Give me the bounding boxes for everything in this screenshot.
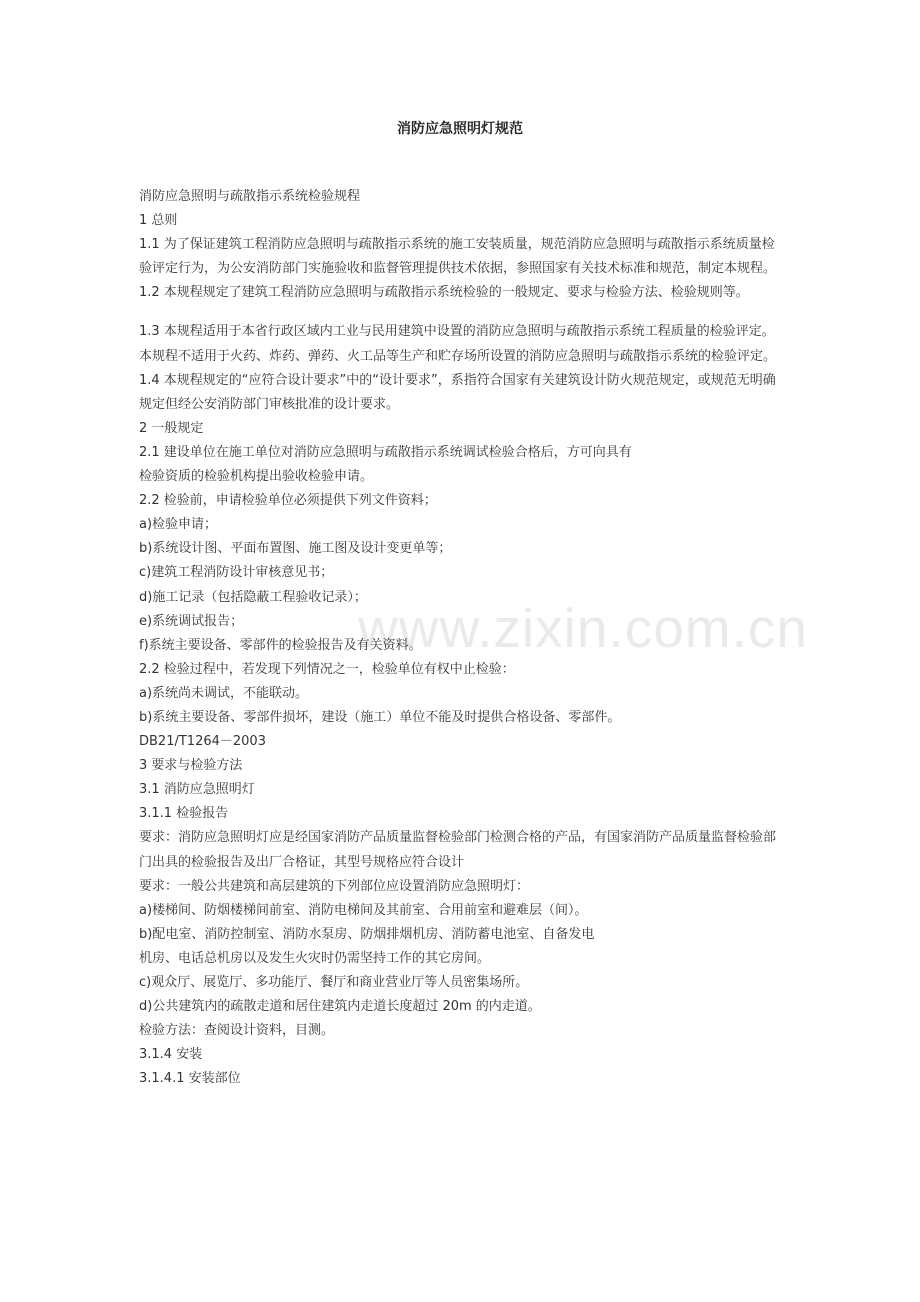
paragraph: 2.2 检验过程中，若发现下列情况之一，检验单位有权中止检验： [139, 661, 515, 677]
list-item: d)公共建筑内的疏散走道和居住建筑内走道长度超过 20m 的内走道。 [139, 999, 541, 1015]
paragraph: 要求：消防应急照明灯应是经国家消防产品质量监督检验部门检测合格的产品，有国家消防产品质量监督检验部门出具的检验报告及出厂合格证，其型号规格应符合设计 [139, 830, 777, 870]
section-heading: 3.1 消防应急照明灯 [139, 782, 255, 798]
standard-code: DB21/T1264－2003 [139, 734, 266, 750]
paragraph: 检验方法：查阅设计资料，目测。 [139, 1023, 335, 1039]
section-heading: 2 一般规定 [139, 420, 204, 436]
list-item: b)系统设计图、平面布置图、施工图及设计变更单等； [139, 541, 452, 557]
section-heading: 1 总则 [139, 213, 178, 229]
list-item: b)配电室、消防控制室、消防水泵房、防烟排烟机房、消防蓄电池室、自备发电 [139, 926, 595, 942]
list-item: c)观众厅、展览厅、多功能厅、餐厅和商业营业厅等人员密集场所。 [139, 975, 529, 990]
paragraph: 2.1 建设单位在施工单位对消防应急照明与疏散指示系统调试检验合格后，方可向具有 [139, 444, 632, 460]
paragraph: 1.2 本规程规定了建筑工程消防应急照明与疏散指示系统检验的一般规定、要求与检验方法、检验规则等。 [139, 285, 749, 301]
list-item: a)系统尚未调试，不能联动。 [139, 685, 309, 701]
paragraph: 1.3 本规程适用于本省行政区域内工业与民用建筑中设置的消防应急照明与疏散指示系统工程质量的检验评定。 [139, 324, 775, 340]
list-item: e)系统调试报告； [139, 613, 244, 629]
list-item: f)系统主要设备、零部件的检验报告及有关资料。 [139, 637, 422, 653]
paragraph: 2.2 检验前，申请检验单位必须提供下列文件资料； [139, 493, 437, 509]
list-item: b)系统主要设备、零部件损坏，建设（施工）单位不能及时提供合格设备、零部件。 [139, 709, 621, 725]
list-item: a)楼梯间、防烟楼梯间前室、消防电梯间及其前室、合用前室和避难层（间）。 [139, 902, 588, 918]
paragraph: 本规程不适用于火药、炸药、弹药、火工品等生产和贮存场所设置的消防应急照明与疏散指示系统的检验评定。 [139, 348, 777, 364]
section-heading: 3.1.1 检验报告 [139, 806, 229, 822]
document-body [139, 185, 784, 1091]
section-heading: 3.1.4.1 安装部位 [139, 1071, 241, 1087]
list-item: d)施工记录（包括隐蔽工程验收记录）； [139, 589, 367, 605]
section-heading: 3 要求与检验方法 [139, 758, 243, 774]
paragraph: 1.1 为了保证建筑工程消防应急照明与疏散指示系统的施工安装质量，规范消防应急照明与疏散指示系统质量检验评定行为，为公安消防部门实施验收和监督管理提供技术依据，参照国家有关技术标准和规范，制定本规程。 [139, 237, 777, 277]
watermark: www.zixin.com.cn [358, 597, 808, 659]
paragraph: 1.4 本规程规定的“应符合设计要求”中的“设计要求”，系指符合国家有关建筑设计防火规范规定，或规范无明确规定但经公安消防部门审核批准的设计要求。 [139, 372, 776, 412]
list-item: c)建筑工程消防设计审核意见书； [139, 565, 334, 581]
paragraph: 检验资质的检验机构提出验收检验申请。 [139, 469, 374, 485]
paragraph: 要求：一般公共建筑和高层建筑的下列部位应设置消防应急照明灯： [139, 878, 530, 894]
paragraph: 机房、电话总机房以及发生火灾时仍需坚持工作的其它房间。 [139, 950, 491, 966]
section-heading: 3.1.4 安装 [139, 1047, 203, 1063]
list-item: a)检验申请； [139, 517, 218, 533]
paragraph: 消防应急照明与疏散指示系统检验规程 [139, 189, 361, 204]
page-title: 消防应急照明灯规范 [397, 121, 523, 137]
